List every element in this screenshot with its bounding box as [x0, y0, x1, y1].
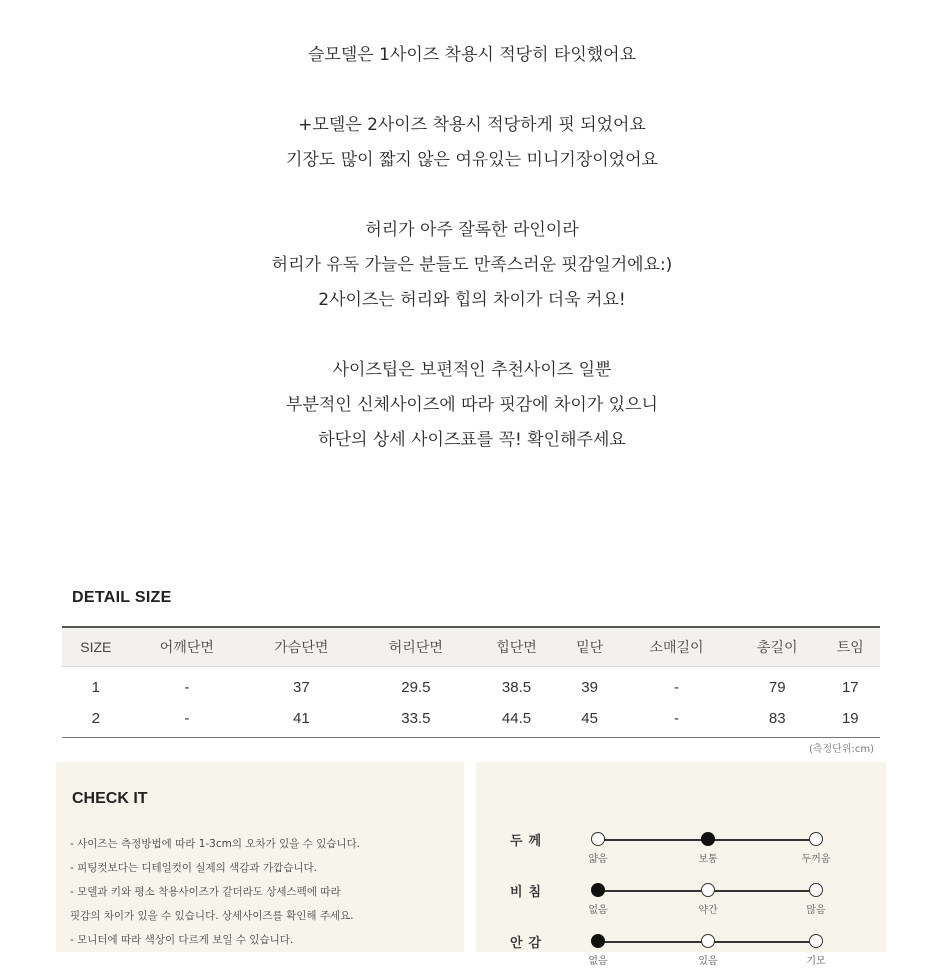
intro-gap — [0, 178, 944, 213]
scale-dot — [701, 934, 715, 948]
scale-dot — [701, 883, 715, 897]
table-cell: 2 — [62, 703, 130, 738]
scale-sheerness — [476, 883, 886, 923]
table-cell: 39 — [581, 679, 598, 696]
header-hip: 힙단면 — [473, 627, 560, 667]
size-table — [62, 626, 880, 738]
scale-dot — [809, 832, 823, 846]
detail-size-title: DETAIL SIZE — [72, 589, 172, 606]
intro-line: 기장도 많이 짧지 않은 여유있는 미니기장이었어요 — [286, 150, 658, 170]
scale-dot — [809, 934, 823, 948]
scale-option: 없음 — [588, 956, 608, 967]
table-cell: - — [674, 679, 680, 696]
table-cell: - — [184, 679, 190, 696]
header-length: 총길이 — [734, 627, 821, 667]
intro-line: 하단의 상세 사이즈표를 꼭! 확인해주세요 — [318, 430, 626, 450]
intro-gap — [0, 318, 944, 353]
scale-lining — [476, 934, 886, 974]
scale-label: 안감 — [510, 936, 548, 951]
intro-gap — [0, 73, 944, 108]
table-cell: - — [619, 703, 734, 738]
table-cell: 17 — [841, 679, 859, 696]
intro-text — [0, 38, 944, 458]
table-cell: 45 — [560, 703, 619, 738]
table-cell: 19 — [821, 703, 880, 738]
table-cell: 83 — [734, 703, 821, 738]
scale-label: 두께 — [510, 834, 548, 849]
table-cell: 1 — [91, 679, 100, 696]
intro-line: 허리가 유독 가늘은 분들도 만족스러운 핏감일거에요:) — [271, 255, 673, 275]
table-row — [62, 703, 880, 738]
scale-dot — [591, 883, 605, 897]
table-cell: 38.5 — [501, 679, 532, 696]
table-cell: 41 — [244, 703, 359, 738]
scale-option: 있음 — [698, 956, 718, 967]
intro-line: 부분적인 신체사이즈에 따라 핏감에 차이가 있으니 — [286, 395, 658, 415]
header-waist: 허리단면 — [359, 627, 474, 667]
intro-line: 허리가 아주 잘록한 라인이라 — [365, 220, 579, 240]
scale-label: 비침 — [510, 885, 548, 900]
scale-option: 두꺼움 — [801, 854, 831, 865]
note-item: - 모델과 키와 평소 착용사이즈가 같더라도 상세스펙에 따라 — [70, 886, 341, 898]
header-hem: 밑단 — [560, 627, 619, 667]
scale-option: 없음 — [588, 905, 608, 916]
intro-line: +모델은 2사이즈 착용시 적당하게 핏 되었어요 — [298, 115, 646, 135]
intro-line: 2사이즈는 허리와 힙의 차이가 더욱 커요! — [318, 290, 626, 310]
table-cell: 79 — [768, 679, 786, 696]
header-shoulder: 어깨단면 — [130, 627, 245, 667]
header-slit: 트임 — [821, 627, 880, 667]
table-cell: 33.5 — [359, 703, 474, 738]
intro-line: 사이즈팁은 보편적인 추천사이즈 일뿐 — [332, 360, 612, 380]
note-item: 핏감의 차이가 있을 수 있습니다. 상세사이즈를 확인해 주세요. — [70, 910, 354, 922]
table-row — [62, 667, 880, 704]
note-item: - 사이즈는 측정방법에 따라 1-3cm의 오차가 있을 수 있습니다. — [70, 838, 361, 850]
note-item: - 피팅컷보다는 디테일컷이 실제의 색감과 가깝습니다. — [70, 862, 317, 874]
scale-option: 약간 — [698, 905, 718, 916]
scale-option: 많음 — [806, 905, 826, 916]
check-it-panel — [56, 762, 464, 952]
table-cell: 37 — [293, 679, 310, 696]
header-chest: 가슴단면 — [244, 627, 359, 667]
scale-dot — [701, 832, 715, 846]
scale-option: 얇음 — [588, 854, 608, 865]
header-size: SIZE — [62, 627, 130, 667]
scale-dot — [591, 832, 605, 846]
scale-thickness — [476, 832, 886, 872]
header-sleeve: 소매길이 — [619, 627, 734, 667]
scale-dot — [809, 883, 823, 897]
unit-note: (측정단위:cm) — [808, 744, 874, 755]
size-table-header — [62, 627, 880, 667]
scale-dot — [591, 934, 605, 948]
table-cell: 44.5 — [473, 703, 560, 738]
check-it-title: CHECK IT — [72, 790, 148, 807]
table-cell: 29.5 — [401, 679, 431, 696]
table-cell: - — [130, 703, 245, 738]
note-item: - 모니터에 따라 색상이 다르게 보일 수 있습니다. — [70, 934, 294, 946]
fabric-info-panel — [476, 762, 886, 967]
scale-option: 기모 — [806, 956, 826, 967]
check-it-notes — [70, 832, 360, 952]
intro-line: 슬모델은 1사이즈 착용시 적당히 타잇했어요 — [307, 45, 637, 65]
scale-option: 보통 — [698, 854, 718, 865]
